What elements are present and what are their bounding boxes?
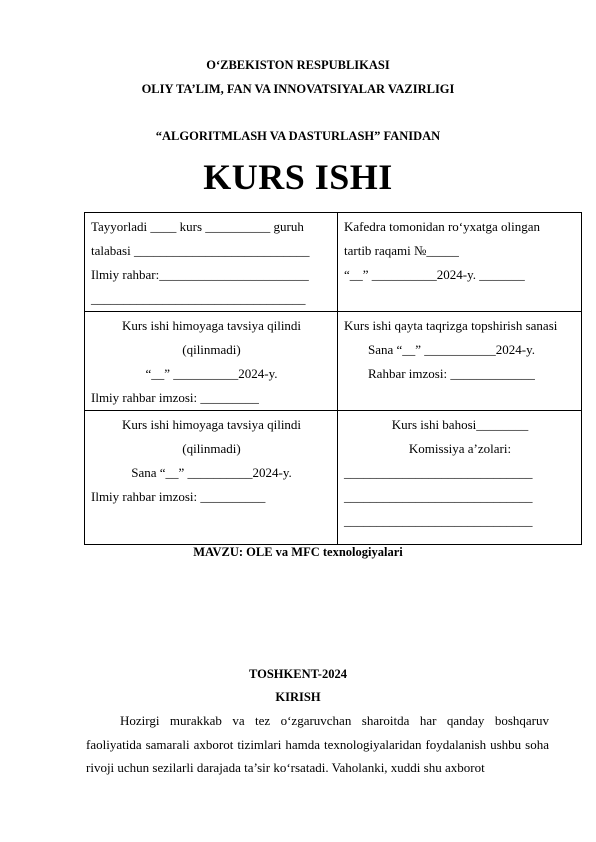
student-name-line: talabasi ___________________________ [91,243,310,258]
cell-student-info [85,213,338,312]
defense-recommended-line: Kurs ishi himoyaga tavsiya qilindi [121,318,302,333]
supervisor-signature-line-2: Ilmiy rahbar imzosi: __________ [91,489,266,504]
supervisor-line: Ilmiy rahbar:_______________________ [91,267,309,282]
intro-paragraph [86,709,549,780]
defense-date-line-2: Sana “__” __________2024-y. [131,465,292,480]
defense-not-recommended-line: (qilinmadi) [182,342,241,357]
head-signature-line: Rahbar imzosi: _____________ [368,366,535,381]
commission-member-line-1: _____________________________ [344,465,533,480]
cell-review-date [338,312,582,411]
cell-defense-recommendation [85,312,338,411]
supervisor-blank-line: _________________________________ [91,291,306,306]
department-registered-line: Kafedra tomonidan ro‘yxatga olingan [344,219,541,234]
commission-members-label: Komissiya a’zolari: [408,441,512,456]
cell-defense-recommendation-2 [85,411,338,545]
header-subject: “ALGORITMLASH VA DASTURLASH” FANIDAN [155,129,441,143]
header-ministry: OLIY TA’LIM, FAN VA INNOVATSIYALAR VAZIRLIGI [141,82,455,96]
grade-line: Kurs ishi bahosi________ [391,417,529,432]
defense-recommended-line-2: Kurs ishi himoyaga tavsiya qilindi [121,417,302,432]
review-submission-line: Kurs ishi qayta taqrizga topshirish sanasi [344,318,558,333]
intro-text: Hozirgi murakkab va tez o‘zgaruvchan sharoitda har qanday boshqaruv faoliyatida samarali axborot tizimlari hamda texnologiyalaridan foydalanish ushbu soha rivoji uchun sezilarli darajada ta’sir ko‘rsatadi. Vaholanki, xuddi shu axborot [86,713,549,775]
commission-member-line-2: _____________________________ [344,489,533,504]
registration-date-line: “__” __________2024-y. _______ [344,267,525,282]
commission-member-line-3: _____________________________ [344,513,533,528]
defense-not-recommended-line-2: (qilinmadi) [182,441,241,456]
student-course-line: Tayyorladi ____ kurs __________ guruh [91,219,304,234]
registration-form-table [84,212,582,545]
cell-department-registration [338,213,582,312]
city-year: TOSHKENT-2024 [249,667,347,681]
review-date-line: Sana “__” ___________2024-y. [368,342,536,357]
intro-heading: KIRISH [275,690,321,704]
document-title: KURS ISHI [203,157,393,197]
defense-date-line: “__” __________2024-y. [145,366,278,381]
registration-number-line: tartib raqami №_____ [344,243,459,258]
supervisor-signature-line: Ilmiy rahbar imzosi: _________ [91,390,259,405]
topic-line: MAVZU: OLE va MFC texnologiyalari [193,545,403,559]
header-republic: O‘ZBEKISTON RESPUBLIKASI [206,58,390,72]
cell-grade-commission [338,411,582,545]
